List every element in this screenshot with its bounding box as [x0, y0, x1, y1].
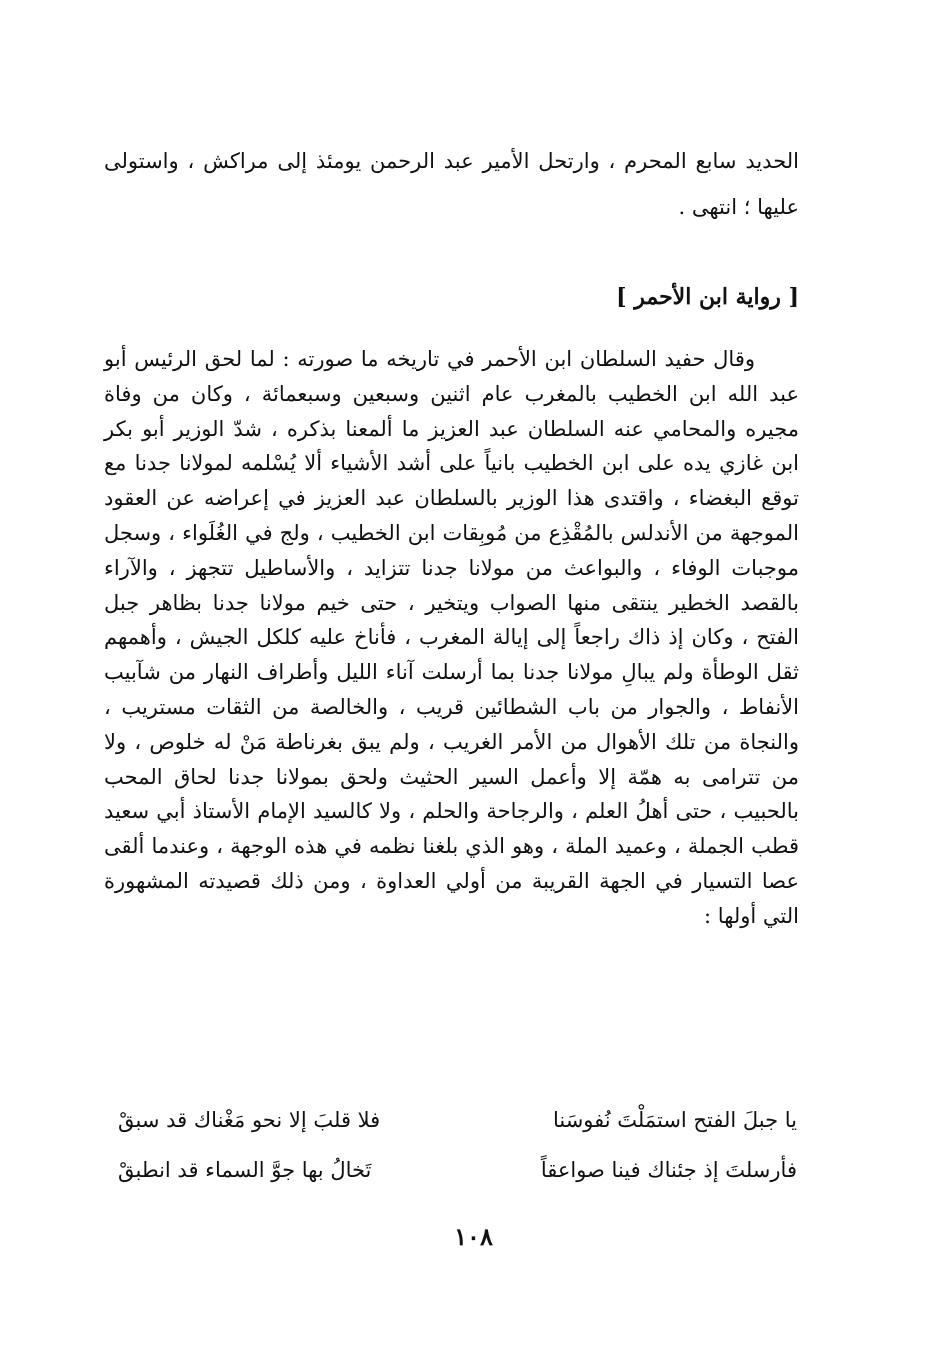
main-paragraph: وقال حفيد السلطان ابن الأحمر في تاريخه ما صورته : لما لحق الرئيس أبو عبد الله ابن الخطيب بالمغرب عام اثنين وسبعين وسبعمائة ، وكان من وفاة مجيره والمحامي عنه السلطان عبد العزيز ما ألمعنا بذكره ، شدّ الوزير أبو بكر ابن غازي يده على ابن الخطيب بانياً على أشد الأشياء ألا يُسْلمه لمولانا جدنا مع توقع البغضاء ، واقتدى هذا الوزير بالسلطان عبد العزيز في إعراضه عن العقود الموجهة من الأندلس بالمُقْذِع من مُوبِقات ابن الخطيب ، ولج في الغُلَواء ، وسجل موجبات الوفاء ، والبواعث من مولانا جدنا تتزايد ، والأساطيل تتجهز ، والآراء بالقصد الخطير ينتقى منها الصواب ويتخير ، حتى خيم مولانا جدنا بظاهر جبل الفتح ، وكان إذ ذاك راجعاً إلى إيالة المغرب ، فأناخ عليه كلكل الجيش ، وأهمهم ثقل الوطأة ولم يبالِ مولانا جدنا بما أرسلت آناء الليل وأطراف النهار من شآبيب الأنفاط ، والجوار من باب الشطائين قريب ، والخالصة من الثقات مستريب ، والنجاة من تلك الأهوال من الأمر الغريب ، ولم يبق بغرناطة مَنْ له خلوص ، ولا من تترامى به همّة إلا وأعمل السير الحثيث ولحق بمولانا جدنا لحاق المحب بالحبيب ، حتى أهلُ العلم ، والرجاحة والحلم ، ولا كالسيد الإمام الأستاذ أبي سعيد قطب الجملة ، وعميد الملة ، وهو الذي بلغنا نظمه في هذه الوجهة ، وعندما ألقى عصا التسيار في الجهة القريبة من أولي العداوة ، ومن ذلك قصيدته المشهورة التي أولها :: [104, 347, 799, 928]
page-number: ١٠٨: [454, 1222, 493, 1251]
section-heading: [ رواية ابن الأحمر ]: [616, 284, 799, 310]
verse-1-first-hemistich: يا جبلَ الفتح استمَلْتَ نُفوسَنا: [552, 1108, 797, 1132]
verse-2-second-hemistich: تَخالُ بها جوَّ السماء قد انطبقْ: [118, 1158, 372, 1182]
verse-line-1: [118, 1108, 797, 1132]
verse-1-second-hemistich: فلا قلبَ إلا نحو مَغْناك قد سبقْ: [118, 1108, 381, 1132]
verse-line-2: [118, 1158, 797, 1182]
top-paragraph: الحديد سابع المحرم ، وارتحل الأمير عبد الرحمن يومئذ إلى مراكش ، واستولى عليها ؛ انتهى .: [104, 149, 799, 219]
verse-2-first-hemistich: فأرسلتَ إذ جئناك فينا صواعقاً: [540, 1158, 797, 1182]
